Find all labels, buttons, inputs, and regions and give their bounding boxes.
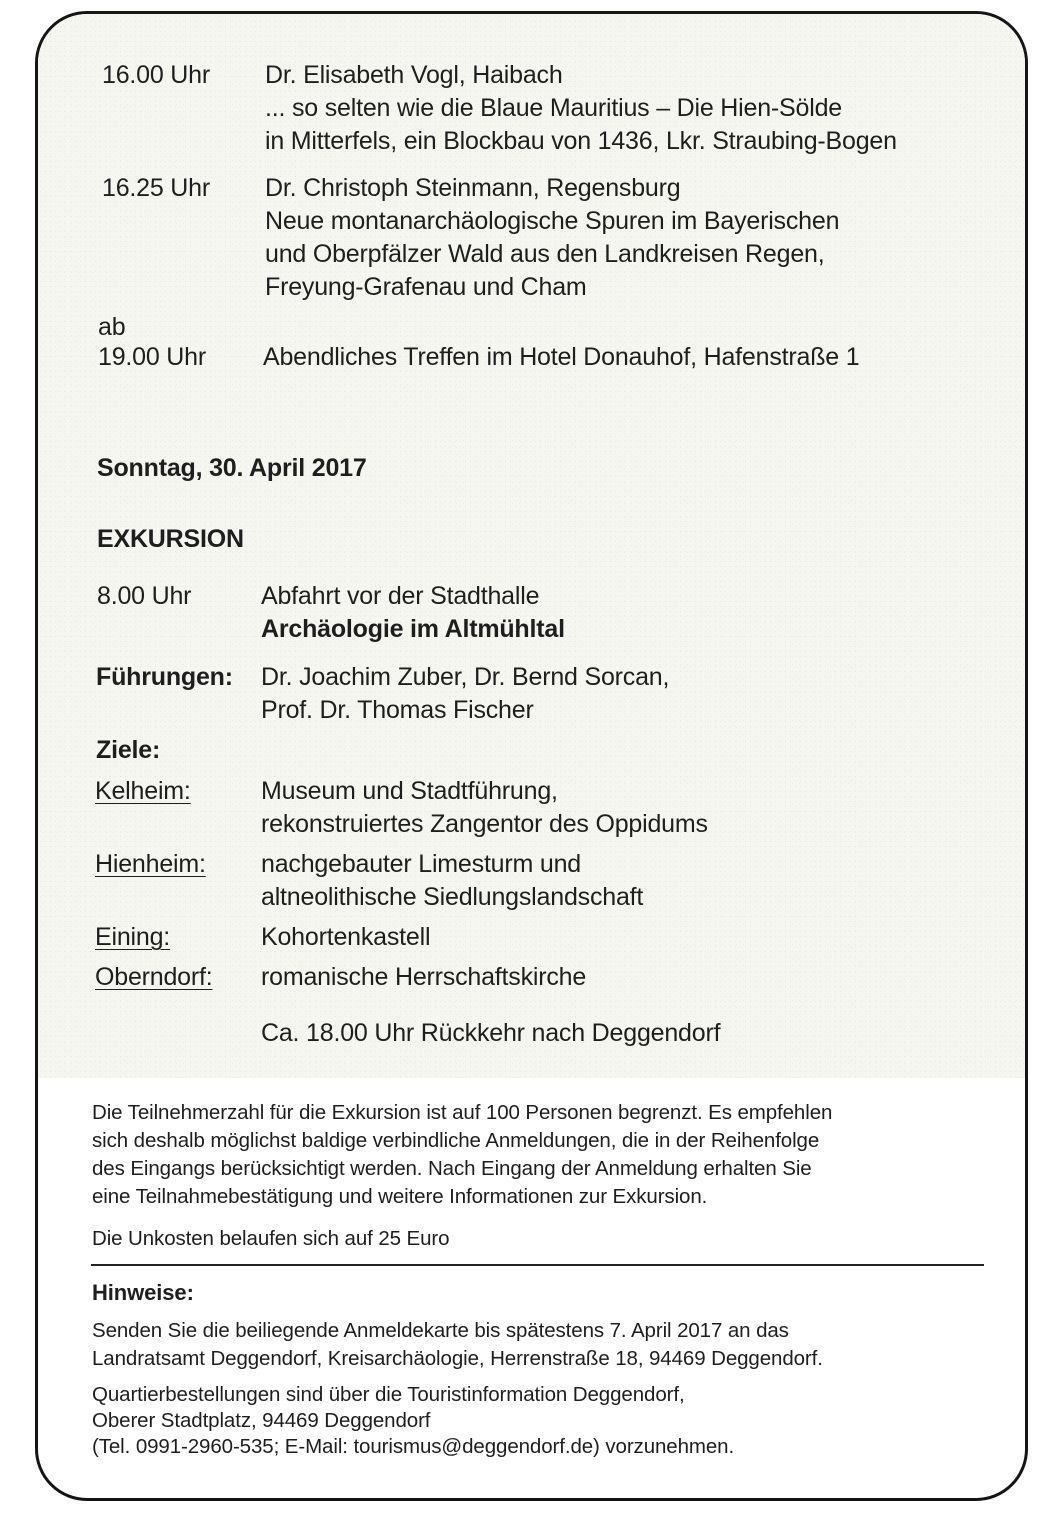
guides-line: Dr. Joachim Zuber, Dr. Bernd Sorcan, [261,663,670,691]
goal-place: Eining: [95,923,171,951]
goal-description: altneolithische Siedlungslandschaft [261,883,644,911]
lodging-line: Oberer Stadtplatz, 94469 Deggendorf [92,1409,431,1432]
goal-place: Oberndorf: [95,963,213,991]
excursion-heading: EXKURSION [97,525,244,553]
talk-title-line: in Mitterfels, ein Blockbau von 1436, Lkr. Straubing-Bogen [265,127,897,155]
lodging-line: Quartierbestellungen sind über die Touristinformation Deggendorf, [92,1383,685,1406]
sunday-date-heading: Sonntag, 30. April 2017 [97,454,367,482]
goal-place: Kelheim: [95,777,191,805]
departure-text: Abfahrt vor der Stadthalle [261,582,540,610]
participation-line: sich deshalb möglichst baldige verbindliche Anmeldungen, die in der Reihenfolge [92,1129,820,1152]
departure-time: 8.00 Uhr [97,582,192,610]
notes-heading: Hinweise: [92,1280,194,1305]
talk-title-line: ... so selten wie die Blaue Mauritius – Die Hien-Sölde [265,94,842,122]
entry-time: 16.00 Uhr [102,61,210,89]
goal-description: nachgebauter Limesturm und [261,850,581,878]
goal-description: romanische Herrschaftskirche [261,963,587,991]
entry-time: 16.25 Uhr [102,174,210,202]
speaker-name: Dr. Christoph Steinmann, Regensburg [265,174,681,202]
section-divider [91,1264,984,1266]
entry-time: 19.00 Uhr [98,343,206,371]
goal-description: Museum und Stadtführung, [261,777,558,805]
talk-title-line: und Oberpfälzer Wald aus den Landkreisen Regen, [265,240,825,268]
registration-line: Landratsamt Deggendorf, Kreisarchäologie, Herrenstraße 18, 94469 Deggendorf. [92,1347,823,1370]
goal-description: rekonstruiertes Zangentor des Oppidums [261,810,708,838]
document-frame [35,11,1028,1501]
guides-line: Prof. Dr. Thomas Fischer [261,696,534,724]
costs-note: Die Unkosten belaufen sich auf 25 Euro [92,1227,450,1250]
goal-description: Kohortenkastell [261,923,431,951]
event-description: Abendliches Treffen im Hotel Donauhof, Hafenstraße 1 [263,343,860,371]
registration-line: Senden Sie die beiliegende Anmeldekarte bis spätestens 7. April 2017 an das [92,1319,789,1342]
participation-line: Die Teilnehmerzahl für die Exkursion ist auf 100 Personen begrenzt. Es empfehlen [92,1101,833,1124]
participation-line: eine Teilnahmebestätigung und weitere Informationen zur Exkursion. [92,1185,708,1208]
goal-place: Hienheim: [95,850,206,878]
speaker-name: Dr. Elisabeth Vogl, Haibach [265,61,563,89]
talk-title-line: Freyung-Grafenau und Cham [265,273,587,301]
talk-title-line: Neue montanarchäologische Spuren im Bayerischen [265,207,840,235]
time-prefix: ab [98,313,126,341]
guides-label: Führungen: [96,663,233,691]
participation-line: des Eingangs berücksichtigt werden. Nach Eingang der Anmeldung erhalten Sie [92,1157,812,1180]
lodging-contact-line: (Tel. 0991-2960-535; E-Mail: tourismus@deggendorf.de) vorzunehmen. [92,1435,735,1458]
excursion-title: Archäologie im Altmühltal [261,615,565,643]
return-time: Ca. 18.00 Uhr Rückkehr nach Deggendorf [261,1019,721,1047]
goals-label: Ziele: [96,736,161,764]
